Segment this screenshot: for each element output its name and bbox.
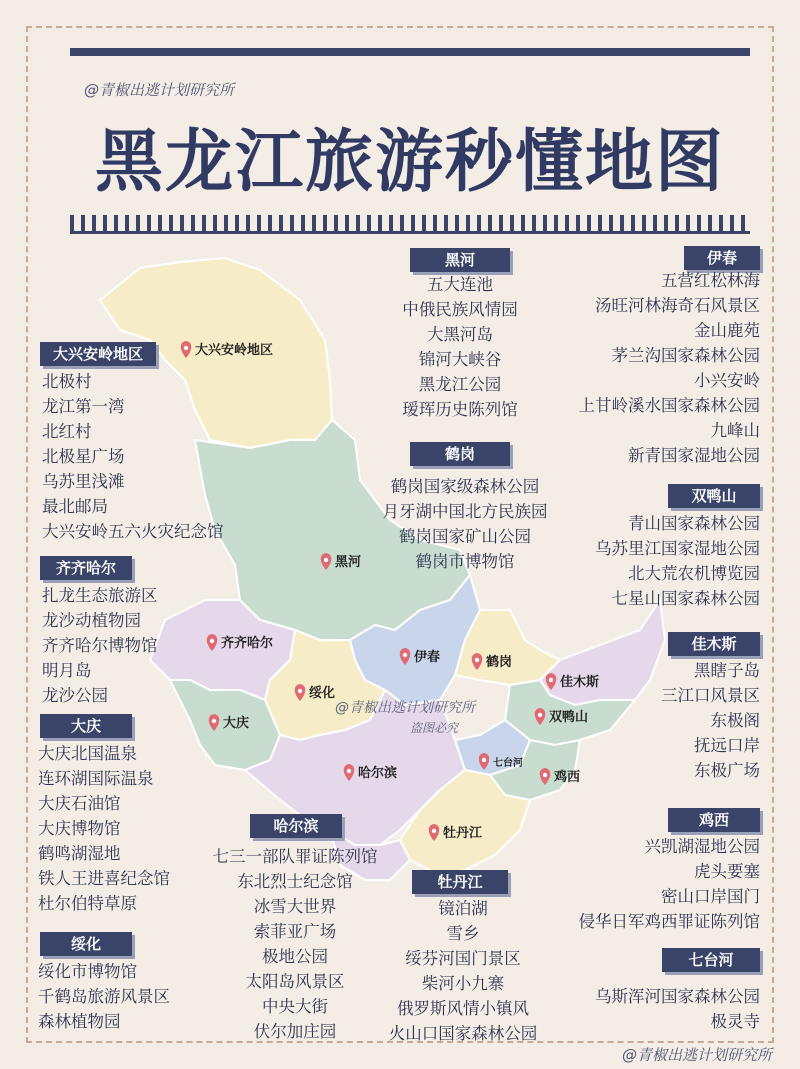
list-item: 森林植物园 bbox=[38, 1012, 121, 1031]
map-pin-dot bbox=[475, 658, 479, 662]
list-item: 俄罗斯风情小镇风 bbox=[397, 999, 529, 1018]
header-shuangyashan: 双鸭山 bbox=[668, 484, 760, 508]
list-item: 金山鹿苑 bbox=[694, 321, 760, 340]
list-qiqihar bbox=[42, 583, 158, 708]
list-item: 新青国家湿地公园 bbox=[628, 446, 760, 465]
list-item: 九峰山 bbox=[710, 421, 760, 440]
list-item: 极地公园 bbox=[262, 947, 328, 966]
footer-credit: @青椒出逃计划研究所 bbox=[618, 1044, 776, 1065]
list-qitaihe bbox=[540, 984, 760, 1034]
author-credit: @青椒出逃计划研究所 bbox=[84, 81, 235, 99]
list-item: 月牙湖中国北方民族园 bbox=[382, 502, 548, 521]
list-item: 五营红松林海 bbox=[661, 271, 760, 290]
list-item: 北红村 bbox=[42, 422, 92, 441]
list-item: 中俄民族风情园 bbox=[402, 300, 518, 319]
map-pin-label: 齐齐哈尔 bbox=[221, 636, 274, 651]
map-pin-dot bbox=[432, 829, 436, 833]
list-item: 鹤岗国家矿山公园 bbox=[399, 527, 531, 546]
map-pin-label: 黑河 bbox=[335, 555, 362, 570]
map-pin-dot bbox=[324, 558, 328, 562]
list-item: 黑瞎子岛 bbox=[694, 661, 760, 680]
map-pin-label: 七台河 bbox=[493, 758, 523, 769]
list-item: 中央大街 bbox=[262, 997, 328, 1016]
list-item: 雪乡 bbox=[446, 924, 480, 943]
list-item: 齐齐哈尔博物馆 bbox=[42, 636, 158, 655]
list-item: 绥芬河国门景区 bbox=[405, 949, 521, 968]
map-pin-dot bbox=[347, 769, 351, 773]
map-pin-dot bbox=[538, 713, 542, 717]
header-jixi: 鸡西 bbox=[668, 808, 760, 832]
map-pin-dot bbox=[210, 639, 214, 643]
list-item: 柴河小九寨 bbox=[421, 974, 505, 993]
list-mudanjiang bbox=[368, 896, 558, 1046]
list-item: 最北邮局 bbox=[42, 497, 108, 516]
map-pin-label: 哈尔滨 bbox=[358, 766, 398, 781]
list-item: 乌苏里浅滩 bbox=[42, 472, 125, 491]
header-mudanjiang: 牡丹江 bbox=[412, 870, 508, 894]
map-pin-label: 大庆 bbox=[223, 716, 250, 731]
list-item: 五大连池 bbox=[427, 275, 493, 294]
page-title: 黑龙江旅游秒懂地图 bbox=[94, 123, 725, 202]
map-pin-label: 双鸭山 bbox=[549, 710, 589, 725]
list-item: 火山口国家森林公园 bbox=[388, 1024, 538, 1043]
list-item: 七三一部队罪证陈列馆 bbox=[212, 847, 378, 866]
map-pin-label: 鹤岗 bbox=[486, 655, 513, 670]
map-pin-dot bbox=[543, 773, 547, 777]
list-daqing bbox=[38, 741, 170, 916]
list-item: 小兴安岭 bbox=[694, 371, 760, 390]
list-item: 铁人王进喜纪念馆 bbox=[38, 869, 170, 888]
list-item: 兴凯湖湿地公园 bbox=[644, 837, 760, 856]
header-daxinganling: 大兴安岭地区 bbox=[40, 342, 156, 366]
list-item: 鹤岗市博物馆 bbox=[415, 552, 515, 571]
list-item: 北极村 bbox=[42, 372, 92, 391]
list-item: 镜泊湖 bbox=[438, 899, 488, 918]
list-item: 杜尔伯特草原 bbox=[38, 894, 137, 913]
map-pin-label: 大兴安岭地区 bbox=[195, 343, 274, 358]
list-suihua bbox=[38, 959, 170, 1034]
header-qiqihar: 齐齐哈尔 bbox=[40, 556, 132, 580]
list-item: 茅兰沟国家森林公园 bbox=[611, 346, 760, 365]
list-hegang bbox=[365, 474, 565, 574]
map-pin-dot bbox=[298, 689, 302, 693]
list-item: 侵华日军鸡西罪证陈列馆 bbox=[578, 912, 760, 931]
map-pin-label: 鸡西 bbox=[554, 770, 581, 785]
list-item: 黑龙江公园 bbox=[418, 375, 502, 394]
list-item: 龙沙动植物园 bbox=[42, 611, 141, 630]
list-item: 大庆石油馆 bbox=[38, 794, 121, 813]
map-pin-label: 伊春 bbox=[414, 650, 441, 665]
list-shuangyashan bbox=[540, 511, 760, 611]
list-item: 连环湖国际温泉 bbox=[38, 769, 154, 788]
list-item: 大庆博物馆 bbox=[38, 819, 121, 838]
list-item: 乌苏里江国家湿地公园 bbox=[595, 539, 760, 558]
header-heihe: 黑河 bbox=[410, 248, 510, 272]
list-item: 极灵寺 bbox=[710, 1012, 760, 1031]
map-pin-dot bbox=[403, 653, 407, 657]
list-item: 瑷珲历史陈列馆 bbox=[402, 400, 518, 419]
header-qitaihe: 七台河 bbox=[662, 948, 760, 972]
list-jixi bbox=[530, 834, 760, 934]
list-item: 扎龙生态旅游区 bbox=[42, 586, 158, 605]
list-item: 千鹤岛旅游风景区 bbox=[38, 987, 170, 1006]
list-item: 鹤岗国家级森林公园 bbox=[390, 477, 540, 496]
list-item: 青山国家森林公园 bbox=[628, 514, 760, 533]
watermark: @青椒出逃计划研究所 bbox=[335, 700, 475, 716]
list-item: 龙沙公园 bbox=[42, 686, 108, 705]
list-item: 东极广场 bbox=[694, 761, 760, 780]
list-item: 伏尔加庄园 bbox=[253, 1022, 337, 1041]
list-item: 冰雪大世界 bbox=[253, 897, 337, 916]
list-item: 大兴安岭五六火灾纪念馆 bbox=[42, 522, 224, 541]
list-item: 明月岛 bbox=[42, 661, 92, 680]
list-item: 鹤鸣湖湿地 bbox=[38, 844, 121, 863]
list-item: 索菲亚广场 bbox=[253, 922, 337, 941]
header-hegang: 鹤岗 bbox=[410, 442, 510, 466]
list-item: 北大荒农机博览园 bbox=[628, 564, 760, 583]
list-item: 七星山国家森林公园 bbox=[611, 589, 760, 608]
list-item: 虎头要塞 bbox=[694, 862, 760, 881]
list-item: 乌斯浑河国家森林公园 bbox=[595, 987, 760, 1006]
header-daqing: 大庆 bbox=[40, 714, 132, 738]
list-item: 抚远口岸 bbox=[694, 736, 760, 755]
list-item: 太阳岛风景区 bbox=[245, 972, 345, 991]
list-yichun bbox=[520, 268, 760, 468]
map-pin-dot bbox=[212, 719, 216, 723]
map-pin-label: 绥化 bbox=[309, 686, 336, 701]
list-jiamusi bbox=[600, 658, 760, 783]
list-item: 上甘岭溪水国家森林公园 bbox=[578, 396, 760, 415]
list-item: 北极星广场 bbox=[42, 447, 125, 466]
list-item: 汤旺河林海奇石风景区 bbox=[595, 296, 760, 315]
map-pin-dot bbox=[549, 678, 553, 682]
list-item: 大黑河岛 bbox=[427, 325, 493, 344]
list-item: 东极阁 bbox=[710, 711, 760, 730]
list-item: 龙江第一湾 bbox=[42, 397, 125, 416]
list-item: 密山口岸国门 bbox=[661, 887, 760, 906]
header-jiamusi: 佳木斯 bbox=[668, 632, 760, 656]
list-item: 东北烈士纪念馆 bbox=[237, 872, 353, 891]
list-item: 三江口风景区 bbox=[661, 686, 760, 705]
header-suihua: 绥化 bbox=[40, 932, 132, 956]
list-item: 大庆北国温泉 bbox=[38, 744, 137, 763]
watermark-warning: 盗图必究 bbox=[410, 721, 459, 735]
list-item: 绥化市博物馆 bbox=[38, 962, 137, 981]
map-pin-label: 佳木斯 bbox=[560, 675, 600, 690]
header-yichun: 伊春 bbox=[684, 246, 760, 270]
map-pin-label: 牡丹江 bbox=[443, 826, 483, 841]
list-item: 锦河大峡谷 bbox=[418, 350, 502, 369]
map-pin-dot bbox=[482, 758, 486, 762]
map-pin-dot bbox=[184, 346, 188, 350]
header-harbin: 哈尔滨 bbox=[250, 814, 342, 838]
list-daxinganling bbox=[42, 369, 224, 544]
